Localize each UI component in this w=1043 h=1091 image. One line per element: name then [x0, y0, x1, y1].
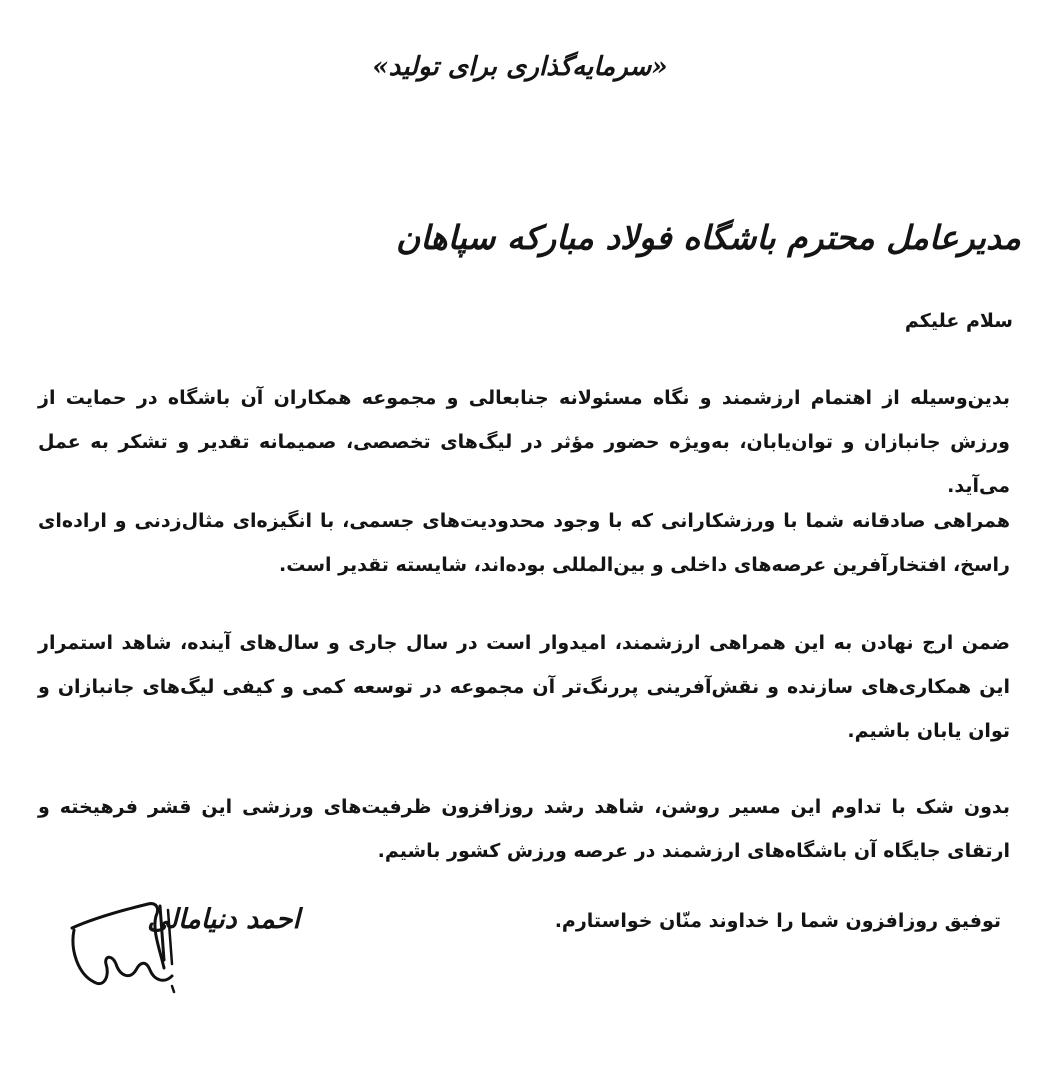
recipient-line: مدیرعامل محترم باشگاه فولاد مبارکه سپاهان: [395, 218, 1021, 257]
handwritten-signature: [60, 890, 190, 1000]
paragraph-4: بدون شک با تداوم این مسیر روشن، شاهد رشد روزافزون ظرفیت‌های ورزشی این قشر فرهیخته و ارتقای جایگاه آن باشگاه‌های ارزشمند در عرصه ورزش کشور باشیم.: [38, 796, 1010, 862]
paragraph-3: ضمن ارج نهادن به این همراهی ارزشمند، امیدوار است در سال جاری و سال‌های آینده، شاهد استمرار این همکاری‌های سازنده و نقش‌آفرینی پررنگ‌تر آن مجموعه در توسعه کمی و کیفی لیگ‌های جانبازان و توان یابان باشیم.: [38, 632, 1010, 742]
closing-line: توفیق روزافزون شما را خداوند منّان خواستارم.: [554, 910, 1001, 932]
greeting: سلام علیکم: [904, 310, 1013, 332]
motto-header: «سرمایه‌گذاری برای تولید»: [372, 52, 668, 82]
paragraph-2: همراهی صادقانه شما با ورزشکارانی که با وجود محدودیت‌های جسمی، با انگیزه‌ای مثال‌زدنی و اراده‌ای راسخ، افتخارآفرین عرصه‌های داخلی و بین‌المللی بوده‌اند، شایسته تقدیر است.: [38, 510, 1010, 576]
signer-name: احمد دنیامالی: [147, 904, 300, 935]
paragraph-1: بدین‌وسیله از اهتمام ارزشمند و نگاه مسئولانه جنابعالی و مجموعه همکاران آن باشگاه در حمایت از ورزش جانبازان و توان‌یابان، به‌ویژه حضور مؤثر در لیگ‌های تخصصی، صمیمانه تقدیر و تشکر به عمل می‌آید.: [38, 387, 1010, 497]
